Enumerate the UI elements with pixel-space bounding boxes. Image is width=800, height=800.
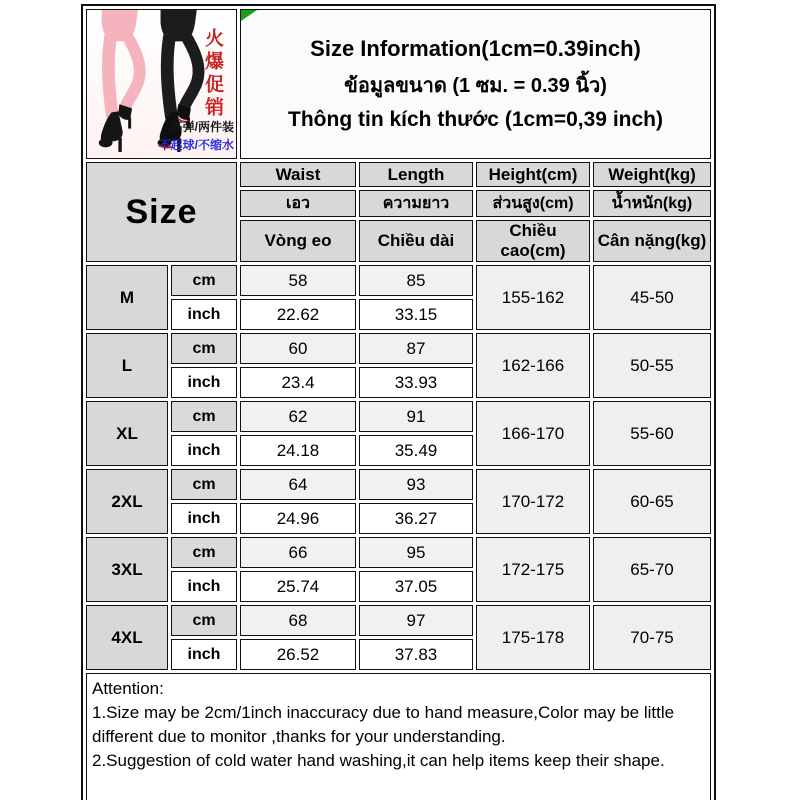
waist-inch-value: 24.18 xyxy=(240,435,356,466)
size-row-cm xyxy=(86,605,711,636)
length-cm-value: 85 xyxy=(359,265,473,296)
height-range-value: 172-175 xyxy=(476,537,590,602)
size-corner-header: Size xyxy=(86,162,237,262)
unit-label-cm: cm xyxy=(171,537,237,568)
length-cm-value: 95 xyxy=(359,537,473,568)
header-height-en: Height(cm) xyxy=(476,162,590,187)
header-height-th: ส่วนสูง(cm) xyxy=(476,190,590,217)
attention-line-2: 2.Suggestion of cold water hand washing,it can help items keep their shape. xyxy=(92,751,665,770)
unit-label-inch: inch xyxy=(171,299,237,330)
height-range-value: 162-166 xyxy=(476,333,590,398)
unit-label-cm: cm xyxy=(171,605,237,636)
header-waist-vi: Vòng eo xyxy=(240,220,356,262)
size-label: 3XL xyxy=(86,537,168,602)
waist-cm-value: 64 xyxy=(240,469,356,500)
weight-range-value: 70-75 xyxy=(593,605,711,670)
waist-cm-value: 60 xyxy=(240,333,356,364)
height-range-value: 166-170 xyxy=(476,401,590,466)
header-waist-th: เอว xyxy=(240,190,356,217)
size-label: L xyxy=(86,333,168,398)
size-label: XL xyxy=(86,401,168,466)
waist-inch-value: 26.52 xyxy=(240,639,356,670)
waist-cm-value: 58 xyxy=(240,265,356,296)
header-row-english xyxy=(86,162,711,187)
photo-caption-blue: 不起球/不缩水 xyxy=(158,138,234,152)
attention-heading: Attention: xyxy=(92,679,164,698)
size-row-cm xyxy=(86,537,711,568)
waist-inch-value: 22.62 xyxy=(240,299,356,330)
waist-inch-value: 23.4 xyxy=(240,367,356,398)
size-label: 4XL xyxy=(86,605,168,670)
size-row-cm xyxy=(86,401,711,432)
header-length-th: ความยาว xyxy=(359,190,473,217)
title-english: Size Information(1cm=0.39inch) xyxy=(310,36,641,61)
unit-label-inch: inch xyxy=(171,639,237,670)
length-cm-value: 91 xyxy=(359,401,473,432)
length-inch-value: 37.05 xyxy=(359,571,473,602)
size-label: 2XL xyxy=(86,469,168,534)
header-waist-en: Waist xyxy=(240,162,356,187)
weight-range-value: 60-65 xyxy=(593,469,711,534)
green-corner-flag-icon xyxy=(241,10,257,21)
size-chart-table xyxy=(81,4,716,800)
length-inch-value: 37.83 xyxy=(359,639,473,670)
promo-text-vertical: 火爆促销 xyxy=(202,28,224,120)
size-table-body xyxy=(86,265,711,670)
waist-cm-value: 66 xyxy=(240,537,356,568)
unit-label-inch: inch xyxy=(171,435,237,466)
attention-line-1: 1.Size may be 2cm/1inch inaccuracy due to hand measure,Color may be little different due to monitor ,thanks for your understanding. xyxy=(92,703,675,746)
size-row-cm xyxy=(86,469,711,500)
height-range-value: 155-162 xyxy=(476,265,590,330)
waist-cm-value: 68 xyxy=(240,605,356,636)
header-length-en: Length xyxy=(359,162,473,187)
length-cm-value: 97 xyxy=(359,605,473,636)
header-weight-th: น้ำหนัก(kg) xyxy=(593,190,711,217)
height-range-value: 170-172 xyxy=(476,469,590,534)
unit-label-cm: cm xyxy=(171,265,237,296)
header-weight-vi: Cân nặng(kg) xyxy=(593,220,711,262)
photo-caption-black: 高弹/两件装 xyxy=(170,120,234,134)
size-row-cm xyxy=(86,265,711,296)
attention-row xyxy=(86,673,711,800)
length-inch-value: 36.27 xyxy=(359,503,473,534)
title-thai: ข้อมูลขนาด (1 ซม. = 0.39 นิ้ว) xyxy=(344,75,607,97)
unit-label-inch: inch xyxy=(171,503,237,534)
height-range-value: 175-178 xyxy=(476,605,590,670)
length-inch-value: 35.49 xyxy=(359,435,473,466)
size-label: M xyxy=(86,265,168,330)
waist-cm-value: 62 xyxy=(240,401,356,432)
length-cm-value: 87 xyxy=(359,333,473,364)
weight-range-value: 55-60 xyxy=(593,401,711,466)
product-photo-cell xyxy=(86,9,237,159)
header-weight-en: Weight(kg) xyxy=(593,162,711,187)
header-height-vi: Chiều cao(cm) xyxy=(476,220,590,262)
unit-label-cm: cm xyxy=(171,401,237,432)
title-cell xyxy=(240,9,711,159)
length-inch-value: 33.15 xyxy=(359,299,473,330)
waist-inch-value: 24.96 xyxy=(240,503,356,534)
top-row xyxy=(86,9,711,159)
header-length-vi: Chiều dài xyxy=(359,220,473,262)
length-cm-value: 93 xyxy=(359,469,473,500)
attention-cell xyxy=(86,673,711,800)
size-row-cm xyxy=(86,333,711,364)
unit-label-cm: cm xyxy=(171,333,237,364)
weight-range-value: 65-70 xyxy=(593,537,711,602)
length-inch-value: 33.93 xyxy=(359,367,473,398)
waist-inch-value: 25.74 xyxy=(240,571,356,602)
title-vietnamese: Thông tin kích thước (1cm=0,39 inch) xyxy=(288,108,663,131)
title-block xyxy=(241,36,710,132)
unit-label-inch: inch xyxy=(171,367,237,398)
unit-label-inch: inch xyxy=(171,571,237,602)
weight-range-value: 50-55 xyxy=(593,333,711,398)
unit-label-cm: cm xyxy=(171,469,237,500)
product-photo xyxy=(87,10,236,158)
weight-range-value: 45-50 xyxy=(593,265,711,330)
